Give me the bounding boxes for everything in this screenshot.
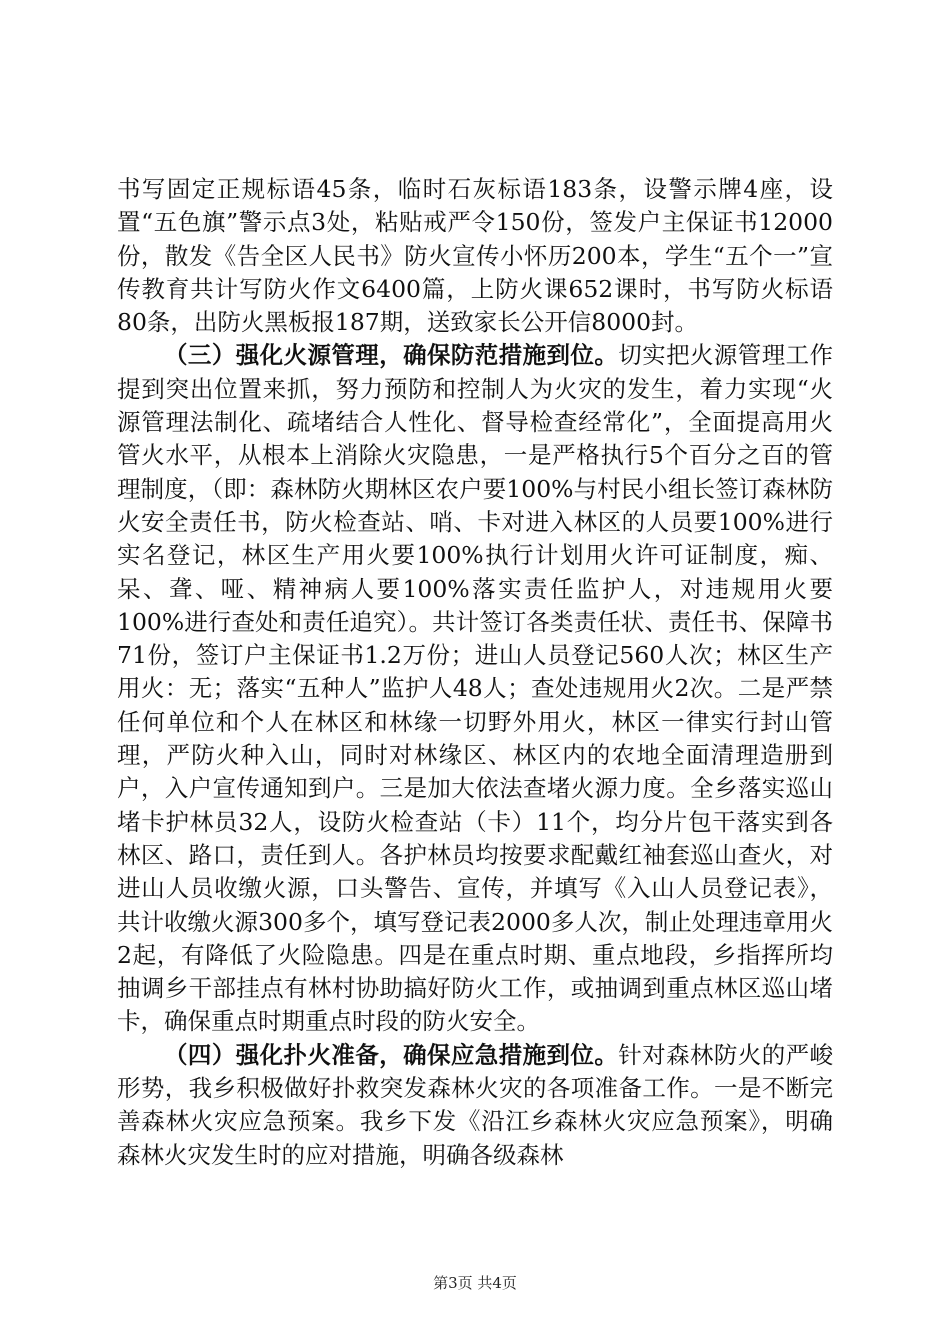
page-footer	[0, 1272, 950, 1293]
paragraph-2	[117, 339, 833, 1038]
paragraph-3-heading: （四）强化扑火准备，确保应急措施到位。	[164, 1040, 619, 1069]
paragraph-3	[117, 1039, 833, 1172]
paragraph-2-heading: （三）强化火源管理，确保防范措施到位。	[164, 341, 619, 370]
paragraph-3-text: 针对森林防火的严峻形势，我乡积极做好扑救突发森林火灾的各项准备工作。一是不断完善森林火灾应急预案。我乡下发《沿江乡森林火灾应急预案》，明确森林火灾发生时的应对措施，明确各级森林	[117, 1040, 834, 1169]
document-body	[117, 173, 833, 1172]
paragraph-1-text: 书写固定正规标语45条，临时石灰标语183条，设警示牌4座，设置“五色旗”警示点3处，粘贴戒严令150份，签发户主保证书12000份，散发《告全区人民书》防火宣传小怀历200本，学生“五个一”宣传教育共计写防火作文6400篇，上防火课652课时，书写防火标语80条，出防火黑板报187期，送致家长公开信8000封。	[117, 175, 833, 337]
page-number-label: 第3页 共4页	[433, 1274, 517, 1292]
paragraph-1	[117, 173, 833, 339]
paragraph-2-text: 切实把火源管理工作提到突出位置来抓，努力预防和控制人为火灾的发生，着力实现“火源管理法制化、疏堵结合人性化、督导检查经常化”，全面提高用火管火水平，从根本上消除火灾隐患，一是严格执行5个百分之百的管理制度，（即：森林防火期林区农户要100%与村民小组长签订森林防火安全责任书，防火检查站、哨、卡对进入林区的人员要100%进行实名登记，林区生产用火要100%执行计划用火许可证制度，痴、呆、聋、哑、精神病人要100%落实责任监护人，对违规用火要100%进行查处和责任追究）。共计签订各类责任状、责任书、保障书71份，签订户主保证书1.2万份；进山人员登记560人次；林区生产用火：无；落实“五种人”监护人48人；查处违规用火2次。二是严禁任何单位和个人在林区和林缘一切野外用火，林区一律实行封山管理，严防火种入山，同时对林缘区、林区内的农地全面清理造册到户，入户宣传通知到户。三是加大依法查堵火源力度。全乡落实巡山堵卡护林员32人，设防火检查站（卡）11个，均分片包干落实到各林区、路口，责任到人。各护林员均按要求配戴红袖套巡山查火，对进山人员收缴火源，口头警告、宣传，并填写《入山人员登记表》，共计收缴火源300多个，填写登记表2000多人次，制止处理违章用火2起，有降低了火险隐患。四是在重点时期、重点地段，乡指挥所均抽调乡干部挂点有林村协助搞好防火工作，或抽调到重点林区巡山堵卡，确保重点时期重点时段的防火安全。	[117, 341, 834, 1036]
